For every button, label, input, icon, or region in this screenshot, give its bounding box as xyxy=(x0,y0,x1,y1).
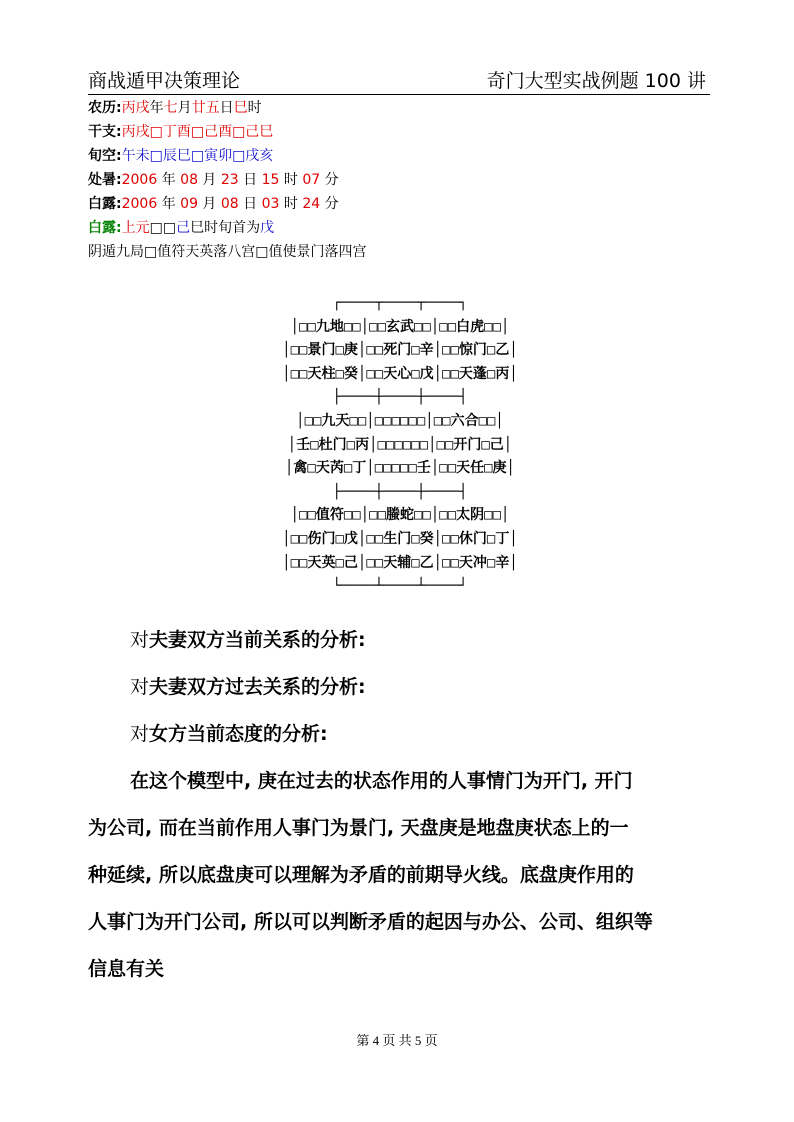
text: 夫妻双方当前关系的分析: xyxy=(149,629,366,651)
unit: 时 xyxy=(247,100,262,116)
heading-current-relationship xyxy=(88,617,710,664)
xunshou-value: 戊 xyxy=(260,220,275,236)
unit: 日 xyxy=(219,100,234,116)
month-value: 七 xyxy=(163,100,178,116)
label: 白露: xyxy=(88,220,122,236)
grid-row: ├────┼────┼────┤ xyxy=(332,483,468,500)
grid-row: │□□值符□□│□□螣蛇□□│□□太阴□□│ xyxy=(290,507,510,524)
paragraph-line: 人事门为开门公司, 所以可以判断矛盾的起因与办公、公司、组织等 xyxy=(88,911,653,933)
yuan-value: 上元 xyxy=(121,220,150,236)
text: 巳时旬首为 xyxy=(190,220,261,236)
heading-woman-attitude xyxy=(88,711,710,758)
lunar-date-line xyxy=(88,96,366,120)
unit: 年 xyxy=(157,172,181,188)
unit: 分 xyxy=(320,196,339,212)
stem: 己 xyxy=(176,220,191,236)
grid-row: │壬□杜门□丙│□□□□□□│□□开门□己│ xyxy=(287,436,513,453)
placeholder: □□ xyxy=(149,220,177,236)
chart-info xyxy=(88,96,366,264)
grid-row: │□□景门□庚│□□死门□辛│□□惊门□乙│ xyxy=(282,342,518,359)
yuan-line xyxy=(88,216,366,240)
unit: 年 xyxy=(149,100,164,116)
chushu-line xyxy=(88,168,366,192)
unit: 年 xyxy=(157,196,181,212)
hour: 03 xyxy=(261,196,280,212)
page-footer: 第 4 页 共 5 页 xyxy=(356,1033,438,1048)
unit: 时 xyxy=(279,196,303,212)
paragraph-line: 在这个模型中, 庚在过去的状态作用的人事情门为开门, 开门 xyxy=(130,770,633,792)
day-value: 廿五 xyxy=(191,100,220,116)
header-left-title: 商战遁甲决策理论 xyxy=(88,70,241,92)
xunkong-line xyxy=(88,144,366,168)
label: 农历: xyxy=(88,100,122,116)
month: 09 xyxy=(180,196,198,212)
ganzhi-value: 丙戌□丁酉□己酉□己巳 xyxy=(121,124,274,140)
grid-row: │禽□天芮□丁│□□□□□壬│□□天任□庚│ xyxy=(284,460,515,477)
header-right-title: 奇门大型实战例题 100 讲 xyxy=(486,70,706,92)
paragraph-line: 信息有关 xyxy=(88,958,165,980)
label: 旬空: xyxy=(88,148,122,164)
year: 2006 xyxy=(121,196,158,212)
bailu-line xyxy=(88,192,366,216)
grid-row: └────┴────┴────┘ xyxy=(332,578,468,595)
heading-past-relationship xyxy=(88,664,710,711)
hour-value: 巳 xyxy=(233,100,248,116)
minute: 07 xyxy=(302,172,321,188)
label: 白露: xyxy=(88,196,122,212)
page-header xyxy=(88,64,710,95)
day: 23 xyxy=(220,172,239,188)
text: 对 xyxy=(130,723,150,745)
grid-row: │□□天英□己│□□天辅□乙│□□天冲□辛│ xyxy=(282,554,518,571)
grid-row: │□□九天□□│□□□□□□│□□六合□□│ xyxy=(296,412,504,429)
month: 08 xyxy=(180,172,198,188)
unit: 时 xyxy=(279,172,303,188)
day: 08 xyxy=(220,196,239,212)
grid-row: │□□伤门□戊│□□生门□癸│□□休门□丁│ xyxy=(282,530,518,547)
unit: 月 xyxy=(197,172,221,188)
unit: 日 xyxy=(238,196,262,212)
year: 2006 xyxy=(121,172,158,188)
year-value: 丙戌 xyxy=(121,100,150,116)
grid-row: ┌────┬────┬────┐ xyxy=(332,295,468,311)
unit: 月 xyxy=(197,196,221,212)
paragraph-line: 为公司, 而在当前作用人事门为景门, 天盘庚是地盘庚状态上的一 xyxy=(88,817,629,839)
grid-row: │□□九地□□│□□玄武□□│□□白虎□□│ xyxy=(290,318,510,335)
ganzhi-line xyxy=(88,120,366,144)
grid-row: ├────┼────┼────┤ xyxy=(332,389,468,406)
text: 女方当前态度的分析: xyxy=(149,723,328,745)
ju-line: 阴遁九局□值符天英落八宫□值使景门落四宫 xyxy=(88,244,367,260)
text: 对 xyxy=(130,676,150,698)
paragraph-line: 种延续, 所以底盘庚可以理解为矛盾的前期导火线。底盘庚作用的 xyxy=(88,864,634,886)
grid-row: │□□天柱□癸│□□天心□戊│□□天蓬□丙│ xyxy=(282,365,518,382)
label: 处暑: xyxy=(88,172,122,188)
qimen-grid xyxy=(250,292,550,599)
minute: 24 xyxy=(302,196,321,212)
unit: 日 xyxy=(238,172,262,188)
label: 干支: xyxy=(88,124,122,140)
xunkong-value: 午未□辰巳□寅卯□戌亥 xyxy=(121,148,274,164)
analysis-body xyxy=(88,617,710,993)
text: 夫妻双方过去关系的分析: xyxy=(149,676,366,698)
unit: 月 xyxy=(177,100,192,116)
unit: 分 xyxy=(320,172,339,188)
text: 对 xyxy=(130,629,150,651)
hour: 15 xyxy=(261,172,280,188)
